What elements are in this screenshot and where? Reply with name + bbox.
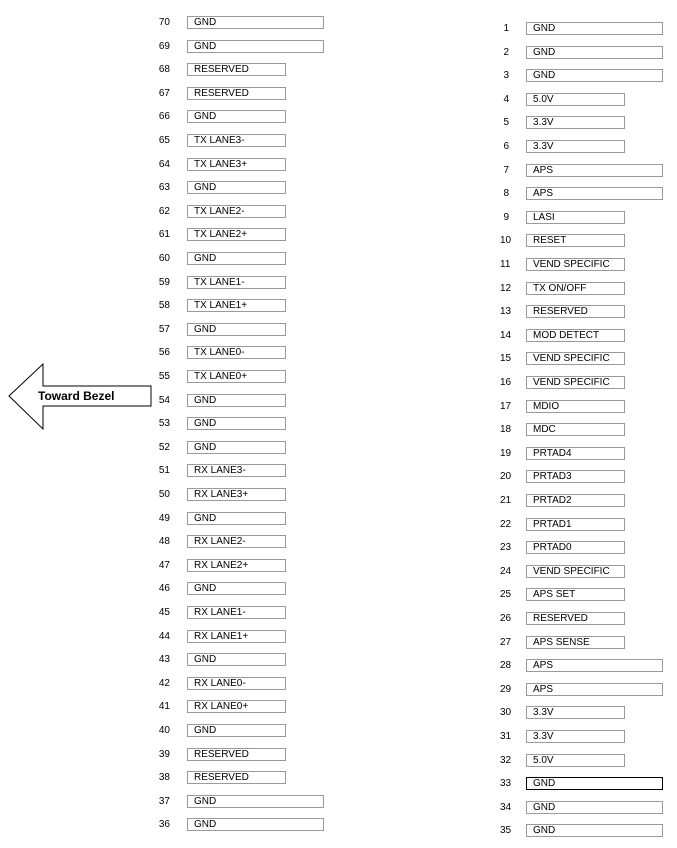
pin-number: 2 — [503, 46, 509, 58]
pin-number: 43 — [158, 654, 170, 666]
pin-number: 64 — [158, 158, 170, 170]
pin-number: 62 — [158, 205, 170, 217]
pin-signal-label: TX ON/OFF — [526, 282, 625, 295]
pin-signal-label: RX LANE2- — [187, 535, 286, 548]
pin-signal-label: GND — [187, 40, 324, 53]
pin-signal-label: RX LANE0- — [187, 677, 286, 690]
pin-number: 63 — [158, 182, 170, 194]
pin-signal-label: APS — [526, 683, 663, 696]
pin-number: 7 — [503, 164, 509, 176]
pin-signal-label: PRTAD3 — [526, 470, 625, 483]
pin-signal-label: GND — [526, 801, 663, 814]
pin-number: 56 — [158, 347, 170, 359]
pin-number: 44 — [158, 630, 170, 642]
pin-signal-label: RESERVED — [187, 63, 286, 76]
pin-number: 55 — [158, 371, 170, 382]
pin-number: 11 — [500, 259, 511, 270]
pin-number: 60 — [158, 253, 170, 264]
pin-signal-label: GND — [187, 512, 286, 525]
pin-number: 13 — [500, 306, 512, 318]
pin-number: 23 — [500, 542, 512, 554]
pin-number: 8 — [503, 188, 509, 200]
pin-signal-label: GND — [187, 323, 286, 336]
pin-number: 54 — [158, 394, 170, 406]
pin-signal-label: 3.3V — [526, 730, 625, 743]
pin-number: 66 — [158, 111, 170, 123]
pin-signal-label: APS SET — [526, 588, 625, 601]
pin-number: 35 — [500, 825, 512, 837]
pin-signal-label: APS — [526, 659, 663, 672]
pin-signal-label: 3.3V — [526, 140, 625, 153]
pin-number: 47 — [158, 559, 170, 571]
pin-signal-label: GND — [526, 777, 663, 790]
pin-number: 65 — [158, 135, 170, 146]
pin-number: 21 — [500, 495, 512, 506]
pin-signal-label: GND — [187, 818, 324, 831]
pin-number: 1 — [503, 23, 509, 34]
pin-signal-label: RESERVED — [526, 612, 625, 625]
pin-number: 58 — [158, 300, 170, 312]
pin-signal-label: TX LANE2+ — [187, 228, 286, 241]
pin-signal-label: GND — [187, 181, 286, 194]
pin-signal-label: RESERVED — [187, 771, 286, 784]
pin-signal-label: RX LANE0+ — [187, 700, 286, 713]
pin-signal-label: RESET — [526, 234, 625, 247]
pin-signal-label: MOD DETECT — [526, 329, 625, 342]
pin-number: 37 — [158, 795, 170, 807]
pin-signal-label: 5.0V — [526, 754, 625, 767]
pin-number: 24 — [500, 565, 512, 577]
pin-number: 49 — [158, 512, 170, 524]
pin-number: 19 — [500, 447, 512, 459]
pin-signal-label: GND — [526, 46, 663, 59]
pin-signal-label: TX LANE1+ — [187, 299, 286, 312]
pin-number: 12 — [500, 282, 512, 294]
pin-signal-label: TX LANE2- — [187, 205, 286, 218]
pin-signal-label: GND — [187, 394, 286, 407]
pin-signal-label: TX LANE1- — [187, 276, 286, 289]
pin-signal-label: GND — [187, 16, 324, 29]
pin-signal-label: VEND SPECIFIC — [526, 258, 625, 271]
pin-number: 3 — [503, 70, 509, 82]
pin-number: 67 — [158, 87, 170, 99]
pin-number: 9 — [503, 211, 509, 223]
pin-signal-label: PRTAD4 — [526, 447, 625, 460]
pin-signal-label: GND — [187, 441, 286, 454]
pin-number: 59 — [158, 276, 170, 288]
pin-signal-label: TX LANE3+ — [187, 158, 286, 171]
pin-number: 14 — [500, 329, 512, 341]
pin-number: 10 — [500, 235, 512, 247]
pin-signal-label: RESERVED — [526, 305, 625, 318]
pin-number: 31 — [500, 731, 512, 742]
pin-number: 20 — [500, 471, 512, 483]
pin-signal-label: GND — [187, 724, 286, 737]
pin-number: 32 — [500, 754, 512, 766]
pin-signal-label: RESERVED — [187, 87, 286, 100]
pin-signal-label: VEND SPECIFIC — [526, 376, 625, 389]
pin-number: 34 — [500, 801, 512, 813]
pin-number: 51 — [158, 465, 170, 477]
pin-signal-label: RX LANE1+ — [187, 630, 286, 643]
pin-number: 18 — [500, 424, 512, 436]
pin-number: 30 — [500, 707, 512, 719]
pin-signal-label: APS SENSE — [526, 636, 625, 649]
pin-number: 28 — [500, 660, 512, 672]
pin-number: 36 — [158, 819, 170, 831]
pin-signal-label: PRTAD1 — [526, 518, 625, 531]
pin-number: 16 — [500, 377, 512, 388]
pin-signal-label: GND — [187, 582, 286, 595]
pin-number: 52 — [158, 441, 170, 453]
pin-number: 41 — [158, 701, 170, 713]
pin-signal-label: 3.3V — [526, 706, 625, 719]
pin-signal-label: TX LANE0+ — [187, 370, 286, 383]
pin-number: 22 — [500, 518, 512, 530]
pin-number: 48 — [158, 536, 170, 548]
pin-signal-label: PRTAD2 — [526, 494, 625, 507]
pin-number: 53 — [158, 418, 170, 430]
pin-signal-label: TX LANE3- — [187, 134, 286, 147]
pin-signal-label: GND — [526, 824, 663, 837]
pin-signal-label: GND — [526, 69, 663, 82]
pin-number: 57 — [158, 323, 170, 335]
pin-signal-label: TX LANE0- — [187, 346, 286, 359]
pin-number: 6 — [503, 141, 509, 152]
pin-signal-label: LASI — [526, 211, 625, 224]
pin-signal-label: APS — [526, 164, 663, 177]
pin-signal-label: GND — [187, 252, 286, 265]
pin-number: 27 — [500, 636, 512, 648]
pin-number: 15 — [500, 353, 512, 365]
pin-number: 70 — [158, 17, 170, 28]
pin-signal-label: APS — [526, 187, 663, 200]
pin-number: 29 — [500, 683, 512, 695]
pin-signal-label: MDC — [526, 423, 625, 436]
pin-signal-label: PRTAD0 — [526, 541, 625, 554]
pin-signal-label: RESERVED — [187, 748, 286, 761]
pin-signal-label: GND — [187, 110, 286, 123]
pin-signal-label: GND — [187, 417, 286, 430]
pin-number: 26 — [500, 613, 512, 624]
pin-signal-label: GND — [187, 653, 286, 666]
pin-number: 61 — [158, 229, 170, 241]
pin-signal-label: MDIO — [526, 400, 625, 413]
pin-signal-label: 3.3V — [526, 116, 625, 129]
pin-signal-label: VEND SPECIFIC — [526, 565, 625, 578]
pin-signal-label: RX LANE3- — [187, 464, 286, 477]
pin-number: 50 — [158, 489, 170, 500]
pin-signal-label: RX LANE1- — [187, 606, 286, 619]
pin-number: 25 — [500, 589, 512, 601]
pin-number: 69 — [158, 40, 170, 52]
pin-number: 40 — [158, 725, 170, 736]
pin-signal-label: GND — [187, 795, 324, 808]
pin-number: 45 — [158, 607, 170, 618]
pin-number: 33 — [500, 778, 512, 790]
pin-signal-label: GND — [526, 22, 663, 35]
pin-signal-label: RX LANE2+ — [187, 559, 286, 572]
pin-number: 5 — [503, 117, 509, 129]
pin-signal-label: RX LANE3+ — [187, 488, 286, 501]
pin-number: 4 — [503, 93, 509, 105]
pin-number: 39 — [158, 748, 170, 760]
pin-number: 38 — [158, 772, 170, 784]
pin-signal-label: 5.0V — [526, 93, 625, 106]
pin-number: 68 — [158, 64, 170, 76]
toward-bezel-label: Toward Bezel — [38, 389, 115, 403]
pin-number: 42 — [158, 677, 170, 689]
pin-number: 17 — [500, 400, 512, 412]
pin-number: 46 — [158, 583, 170, 595]
pin-signal-label: VEND SPECIFIC — [526, 352, 625, 365]
